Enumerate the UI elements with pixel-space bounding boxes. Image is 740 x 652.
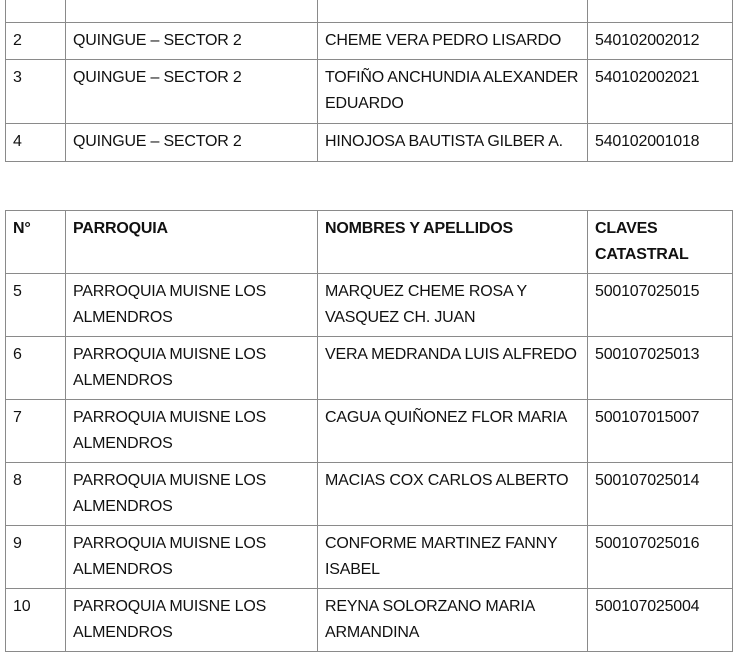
cell-nombres: CONFORME MARTINEZ FANNY ISABEL <box>318 526 588 589</box>
table-row <box>6 337 733 400</box>
table-row <box>6 60 733 124</box>
cell-nombres: HINOJOSA BAUTISTA GILBER A. <box>318 124 588 162</box>
table-row <box>6 589 733 652</box>
table-row <box>6 526 733 589</box>
cell-clave: 500107015007 <box>588 400 733 463</box>
table-row <box>6 0 733 23</box>
cell-nombres: CAGUA QUIÑONEZ FLOR MARIA <box>318 400 588 463</box>
cell-clave: 540102002021 <box>588 60 733 124</box>
cell-number: 8 <box>6 463 66 526</box>
cell-number: 6 <box>6 337 66 400</box>
table-row <box>6 400 733 463</box>
cell-nombres <box>318 0 588 23</box>
cell-parroquia: PARROQUIA MUISNE LOS ALMENDROS <box>66 589 318 652</box>
cell-nombres: TOFIÑO ANCHUNDIA ALEXANDER EDUARDO <box>318 60 588 124</box>
header-parroquia: PARROQUIA <box>66 211 318 274</box>
table-row <box>6 463 733 526</box>
cell-number: 2 <box>6 23 66 60</box>
cell-clave: 500107025004 <box>588 589 733 652</box>
cell-parroquia <box>66 0 318 23</box>
cell-parroquia: PARROQUIA MUISNE LOS ALMENDROS <box>66 400 318 463</box>
cell-nombres: MARQUEZ CHEME ROSA Y VASQUEZ CH. JUAN <box>318 274 588 337</box>
cell-number: 10 <box>6 589 66 652</box>
cell-parroquia: PARROQUIA MUISNE LOS ALMENDROS <box>66 463 318 526</box>
cell-nombres: MACIAS COX CARLOS ALBERTO <box>318 463 588 526</box>
cell-parroquia: QUINGUE – SECTOR 2 <box>66 124 318 162</box>
cell-number: 3 <box>6 60 66 124</box>
table-row <box>6 23 733 60</box>
cell-parroquia: QUINGUE – SECTOR 2 <box>66 23 318 60</box>
cell-number: 4 <box>6 124 66 162</box>
table-row <box>6 124 733 162</box>
cell-clave: 500107025016 <box>588 526 733 589</box>
cell-number: 5 <box>6 274 66 337</box>
table-header-row <box>6 211 733 274</box>
cell-number <box>6 0 66 23</box>
cell-parroquia: PARROQUIA MUISNE LOS ALMENDROS <box>66 274 318 337</box>
cell-nombres: REYNA SOLORZANO MARIA ARMANDINA <box>318 589 588 652</box>
cell-clave <box>588 0 733 23</box>
cell-nombres: CHEME VERA PEDRO LISARDO <box>318 23 588 60</box>
header-nombres: NOMBRES Y APELLIDOS <box>318 211 588 274</box>
header-clave: CLAVES CATASTRAL <box>588 211 733 274</box>
cell-clave: 540102002012 <box>588 23 733 60</box>
cell-nombres: VERA MEDRANDA LUIS ALFREDO <box>318 337 588 400</box>
cell-clave: 500107025014 <box>588 463 733 526</box>
owners-table-bottom <box>5 210 733 652</box>
table-row <box>6 274 733 337</box>
cell-parroquia: QUINGUE – SECTOR 2 <box>66 60 318 124</box>
cell-number: 9 <box>6 526 66 589</box>
cell-clave: 500107025015 <box>588 274 733 337</box>
cell-clave: 540102001018 <box>588 124 733 162</box>
cell-parroquia: PARROQUIA MUISNE LOS ALMENDROS <box>66 526 318 589</box>
header-number: N° <box>6 211 66 274</box>
cell-parroquia: PARROQUIA MUISNE LOS ALMENDROS <box>66 337 318 400</box>
owners-table-top <box>5 0 733 162</box>
cell-clave: 500107025013 <box>588 337 733 400</box>
cell-number: 7 <box>6 400 66 463</box>
